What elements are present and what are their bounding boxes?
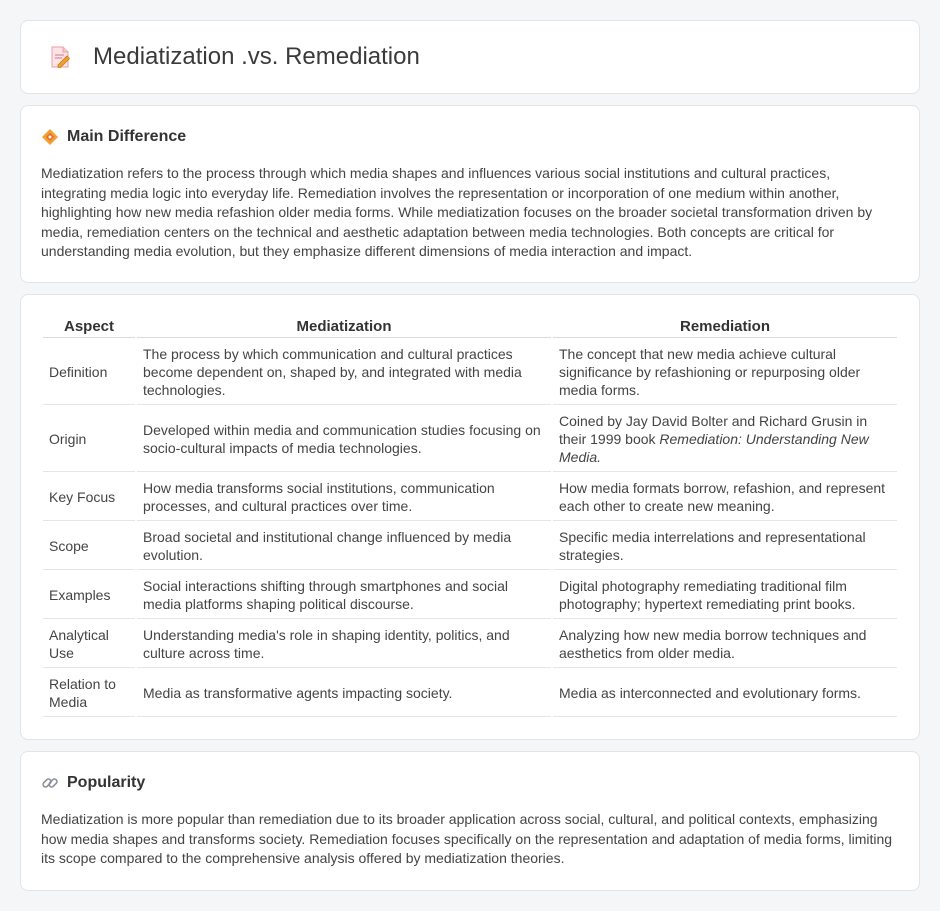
remediation-cell: How media formats borrow, refashion, and represent each other to create new meaning.: [553, 474, 897, 521]
mediatization-cell: How media transforms social institutions, communication processes, and cultural practices over time.: [137, 474, 551, 521]
aspect-cell: Examples: [43, 572, 135, 619]
header-remediation: Remediation: [553, 315, 897, 338]
header-aspect: Aspect: [43, 315, 135, 338]
mediatization-cell: The process by which communication and cultural practices become dependent on, shaped by, and integrated with media technologies.: [137, 340, 551, 405]
comparison-table: [41, 313, 899, 719]
table-row: [43, 407, 897, 472]
mediatization-cell: Social interactions shifting through smartphones and social media platforms shaping political discourse.: [137, 572, 551, 619]
table-row: [43, 523, 897, 570]
mediatization-cell: Media as transformative agents impacting society.: [137, 670, 551, 717]
table-row: [43, 670, 897, 717]
diamond-icon: [41, 128, 59, 146]
main-difference-card: [20, 105, 920, 283]
aspect-cell: Analytical Use: [43, 621, 135, 668]
remediation-cell: Media as interconnected and evolutionary forms.: [553, 670, 897, 717]
page-title: Mediatization .vs. Remediation: [93, 43, 420, 70]
document-edit-icon: [47, 44, 73, 70]
table-row: [43, 474, 897, 521]
header-mediatization: Mediatization: [137, 315, 551, 338]
mediatization-cell: Understanding media's role in shaping identity, politics, and culture across time.: [137, 621, 551, 668]
remediation-cell: Analyzing how new media borrow techniques and aesthetics from older media.: [553, 621, 897, 668]
section-title: Main Difference: [67, 128, 187, 145]
mediatization-cell: Broad societal and institutional change influenced by media evolution.: [137, 523, 551, 570]
remediation-cell: Specific media interrelations and representational strategies.: [553, 523, 897, 570]
popularity-card: [20, 751, 920, 891]
remediation-cell: [553, 407, 897, 472]
comparison-card: [20, 294, 920, 740]
section-title: Popularity: [67, 774, 146, 791]
aspect-cell: Definition: [43, 340, 135, 405]
remediation-cell: Digital photography remediating traditional film photography; hypertext remediating print books.: [553, 572, 897, 619]
link-icon: [41, 774, 59, 792]
table-row: [43, 621, 897, 668]
remediation-text: Coined by Jay David Bolter and Richard Grusin in their 1999 book: [559, 413, 868, 447]
aspect-cell: Relation to Media: [43, 670, 135, 717]
aspect-cell: Scope: [43, 523, 135, 570]
main-difference-text: Mediatization refers to the process through which media shapes and influences various social institutions and cultural practices, integrating media logic into everyday life. Remediation involves the representation or incorporation of one medium within another, highlighting how new media refashion older media forms. While mediatization focuses on the broader societal transformation driven by media, remediation centers on the technical and aesthetic adaptation between media technologies. Both concepts are critical for understanding media evolution, but they emphasize different dimensions of media interaction and impact.: [41, 165, 873, 259]
mediatization-cell: Developed within media and communication studies focusing on socio-cultural impacts of media technologies.: [137, 407, 551, 472]
popularity-heading: [41, 774, 899, 792]
header-card: [20, 20, 920, 94]
main-difference-heading: [41, 128, 899, 146]
aspect-cell: Key Focus: [43, 474, 135, 521]
popularity-text: Mediatization is more popular than remediation due to its broader application across social, cultural, and political contexts, emphasizing how media shapes and transforms society. Remediation focuses specifically on the representation and adaptation of media forms, limiting its scope compared to the comprehensive analysis offered by mediatization theories.: [41, 811, 893, 866]
table-row: [43, 340, 897, 405]
book-title: Remediation: Understanding New Media.: [559, 431, 869, 465]
aspect-cell: Origin: [43, 407, 135, 472]
remediation-cell: The concept that new media achieve cultural significance by refashioning or repurposing older media forms.: [553, 340, 897, 405]
table-header-row: [43, 315, 897, 338]
table-row: [43, 572, 897, 619]
